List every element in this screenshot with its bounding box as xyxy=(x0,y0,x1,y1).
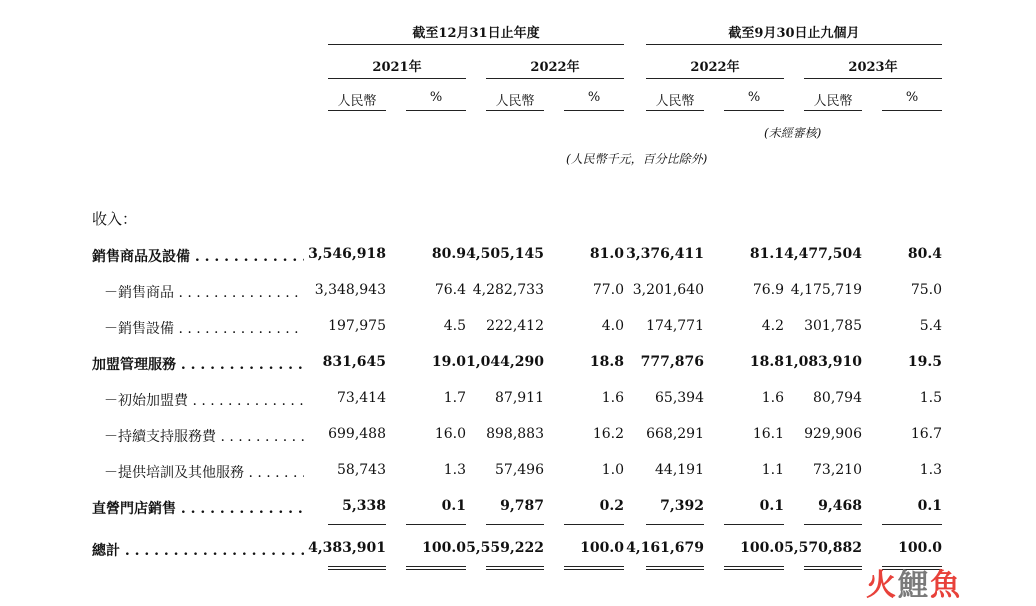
cell: 4,282,733 xyxy=(472,282,544,298)
cell: 0.1 xyxy=(917,498,942,514)
watermark-char: 鯉 xyxy=(898,568,930,603)
cell: 777,876 xyxy=(640,354,704,370)
cell: 80.4 xyxy=(907,246,942,262)
total-double-rule xyxy=(724,566,784,570)
cell: 4,505,145 xyxy=(466,246,544,262)
sub-rule xyxy=(724,110,784,111)
cell: 77.0 xyxy=(592,282,624,298)
year-header-2022-a: 2022年 xyxy=(530,60,580,75)
table-row-equipment xyxy=(0,318,1036,340)
cell: 1.3 xyxy=(919,462,942,478)
cell: 3,546,918 xyxy=(308,246,386,262)
currency-header: 人民幣 xyxy=(655,94,695,109)
cell: 668,291 xyxy=(646,426,704,442)
total-double-rule xyxy=(406,566,466,570)
total-top-rule xyxy=(646,524,704,525)
cell: 898,883 xyxy=(486,426,544,442)
sub-rule xyxy=(328,110,386,111)
sub-rule xyxy=(564,110,624,111)
row-label: －銷售設備 . . . xyxy=(104,318,304,338)
row-label: 直營門店銷售 . . . xyxy=(92,498,304,518)
table-row-total xyxy=(0,540,1036,562)
cell: 7,392 xyxy=(660,498,704,514)
cell: 16.1 xyxy=(752,426,784,442)
currency-header: 人民幣 xyxy=(495,94,535,109)
sub-rule xyxy=(646,110,704,111)
cell: 1.5 xyxy=(919,390,942,406)
unaudited-note: (未經審核) xyxy=(764,126,822,140)
total-double-rule xyxy=(804,566,862,570)
table-row-training-other xyxy=(0,462,1036,484)
cell: 4,477,504 xyxy=(784,246,862,262)
cell: 3,201,640 xyxy=(632,282,704,298)
cell: 4.0 xyxy=(601,318,624,334)
sub-rule xyxy=(486,110,544,111)
cell: 100.0 xyxy=(422,540,466,556)
total-double-rule xyxy=(328,566,386,570)
cell: 5.4 xyxy=(919,318,942,334)
cell: 1.6 xyxy=(761,390,784,406)
cell: 301,785 xyxy=(804,318,862,334)
cell: 5,559,222 xyxy=(466,540,544,556)
table-row-ongoing-support-fee xyxy=(0,426,1036,448)
total-top-rule xyxy=(882,524,942,525)
total-top-rule xyxy=(564,524,624,525)
cell: 1.3 xyxy=(443,462,466,478)
total-top-rule xyxy=(328,524,386,525)
year-header-2022-b: 2022年 xyxy=(690,60,740,75)
cell: 19.5 xyxy=(907,354,942,370)
section-label-revenue: 收入： xyxy=(92,210,138,228)
cell: 16.0 xyxy=(434,426,466,442)
cell: 5,338 xyxy=(342,498,386,514)
row-label: 加盟管理服務 . . . xyxy=(92,354,304,374)
cell: 80,794 xyxy=(813,390,862,406)
cell: 5,570,882 xyxy=(784,540,862,556)
cell: 174,771 xyxy=(646,318,704,334)
year-header-2023: 2023年 xyxy=(848,60,898,75)
currency-header: 人民幣 xyxy=(813,94,853,109)
year-header-2021: 2021年 xyxy=(372,60,422,75)
cell: 100.0 xyxy=(898,540,942,556)
cell: 57,496 xyxy=(495,462,544,478)
row-label: －銷售商品 . . . xyxy=(104,282,304,302)
cell: 100.0 xyxy=(580,540,624,556)
total-double-rule xyxy=(646,566,704,570)
cell: 87,911 xyxy=(495,390,544,406)
percent-header: % xyxy=(747,90,761,105)
cell: 0.1 xyxy=(759,498,784,514)
group-rule-1 xyxy=(328,44,624,45)
cell: 1.7 xyxy=(443,390,466,406)
cell: 100.0 xyxy=(740,540,784,556)
sub-rule xyxy=(406,110,466,111)
cell: 81.0 xyxy=(589,246,624,262)
cell: 4.2 xyxy=(761,318,784,334)
cell: 699,488 xyxy=(328,426,386,442)
cell: 4,175,719 xyxy=(790,282,862,298)
cell: 73,210 xyxy=(813,462,862,478)
total-top-rule xyxy=(406,524,466,525)
row-label: －初始加盟費 . . . xyxy=(104,390,304,410)
year-rule-2 xyxy=(486,78,624,79)
cell: 73,414 xyxy=(337,390,386,406)
total-double-rule xyxy=(564,566,624,570)
cell: 9,787 xyxy=(500,498,544,514)
cell: 18.8 xyxy=(749,354,784,370)
year-rule-1 xyxy=(328,78,466,79)
year-rule-4 xyxy=(804,78,942,79)
percent-header: % xyxy=(429,90,443,105)
total-double-rule xyxy=(486,566,544,570)
cell: 1.0 xyxy=(601,462,624,478)
cell: 1.1 xyxy=(761,462,784,478)
table-row-direct-store-sales xyxy=(0,498,1036,520)
cell: 0.2 xyxy=(599,498,624,514)
cell: 65,394 xyxy=(655,390,704,406)
group-rule-2 xyxy=(646,44,942,45)
cell: 0.1 xyxy=(441,498,466,514)
cell: 16.7 xyxy=(910,426,942,442)
percent-header: % xyxy=(905,90,919,105)
row-label: 銷售商品及設備 . . . xyxy=(92,246,304,266)
watermark-logo xyxy=(866,560,962,604)
cell: 929,906 xyxy=(804,426,862,442)
cell: 1.6 xyxy=(601,390,624,406)
cell: 19.0 xyxy=(431,354,466,370)
table-row-initial-fee xyxy=(0,390,1036,412)
cell: 197,975 xyxy=(328,318,386,334)
percent-header: % xyxy=(587,90,601,105)
group-title-nine-months: 截至9月30日止九個月 xyxy=(728,26,860,41)
year-rule-3 xyxy=(646,78,784,79)
sub-rule xyxy=(804,110,862,111)
cell: 76.4 xyxy=(434,282,466,298)
table-row-franchise-services xyxy=(0,354,1036,376)
cell: 76.9 xyxy=(752,282,784,298)
table-row-goods-equipment xyxy=(0,246,1036,268)
row-label: －提供培訓及其他服務 . . . xyxy=(104,462,304,482)
table-row-goods xyxy=(0,282,1036,304)
cell: 18.8 xyxy=(589,354,624,370)
cell: 4,161,679 xyxy=(626,540,704,556)
row-label: －持續支持服務費 . . . xyxy=(104,426,304,446)
total-top-rule xyxy=(804,524,862,525)
row-label: 總計 . . . xyxy=(92,540,304,560)
cell: 3,348,943 xyxy=(314,282,386,298)
cell: 16.2 xyxy=(592,426,624,442)
cell: 44,191 xyxy=(655,462,704,478)
cell: 222,412 xyxy=(486,318,544,334)
cell: 1,044,290 xyxy=(466,354,544,370)
cell: 4.5 xyxy=(443,318,466,334)
currency-header: 人民幣 xyxy=(337,94,377,109)
total-top-rule xyxy=(486,524,544,525)
units-note: (人民幣千元，百分比除外) xyxy=(566,152,708,166)
cell: 1,083,910 xyxy=(784,354,862,370)
total-top-rule xyxy=(724,524,784,525)
cell: 75.0 xyxy=(910,282,942,298)
cell: 80.9 xyxy=(431,246,466,262)
cell: 4,383,901 xyxy=(308,540,386,556)
sub-rule xyxy=(882,110,942,111)
cell: 831,645 xyxy=(322,354,386,370)
watermark-char: 火 xyxy=(866,568,898,603)
watermark-char: 魚 xyxy=(930,568,962,603)
group-title-fiscal-year: 截至12月31日止年度 xyxy=(412,26,540,41)
cell: 3,376,411 xyxy=(626,246,704,262)
cell: 81.1 xyxy=(749,246,784,262)
cell: 9,468 xyxy=(818,498,862,514)
cell: 58,743 xyxy=(337,462,386,478)
